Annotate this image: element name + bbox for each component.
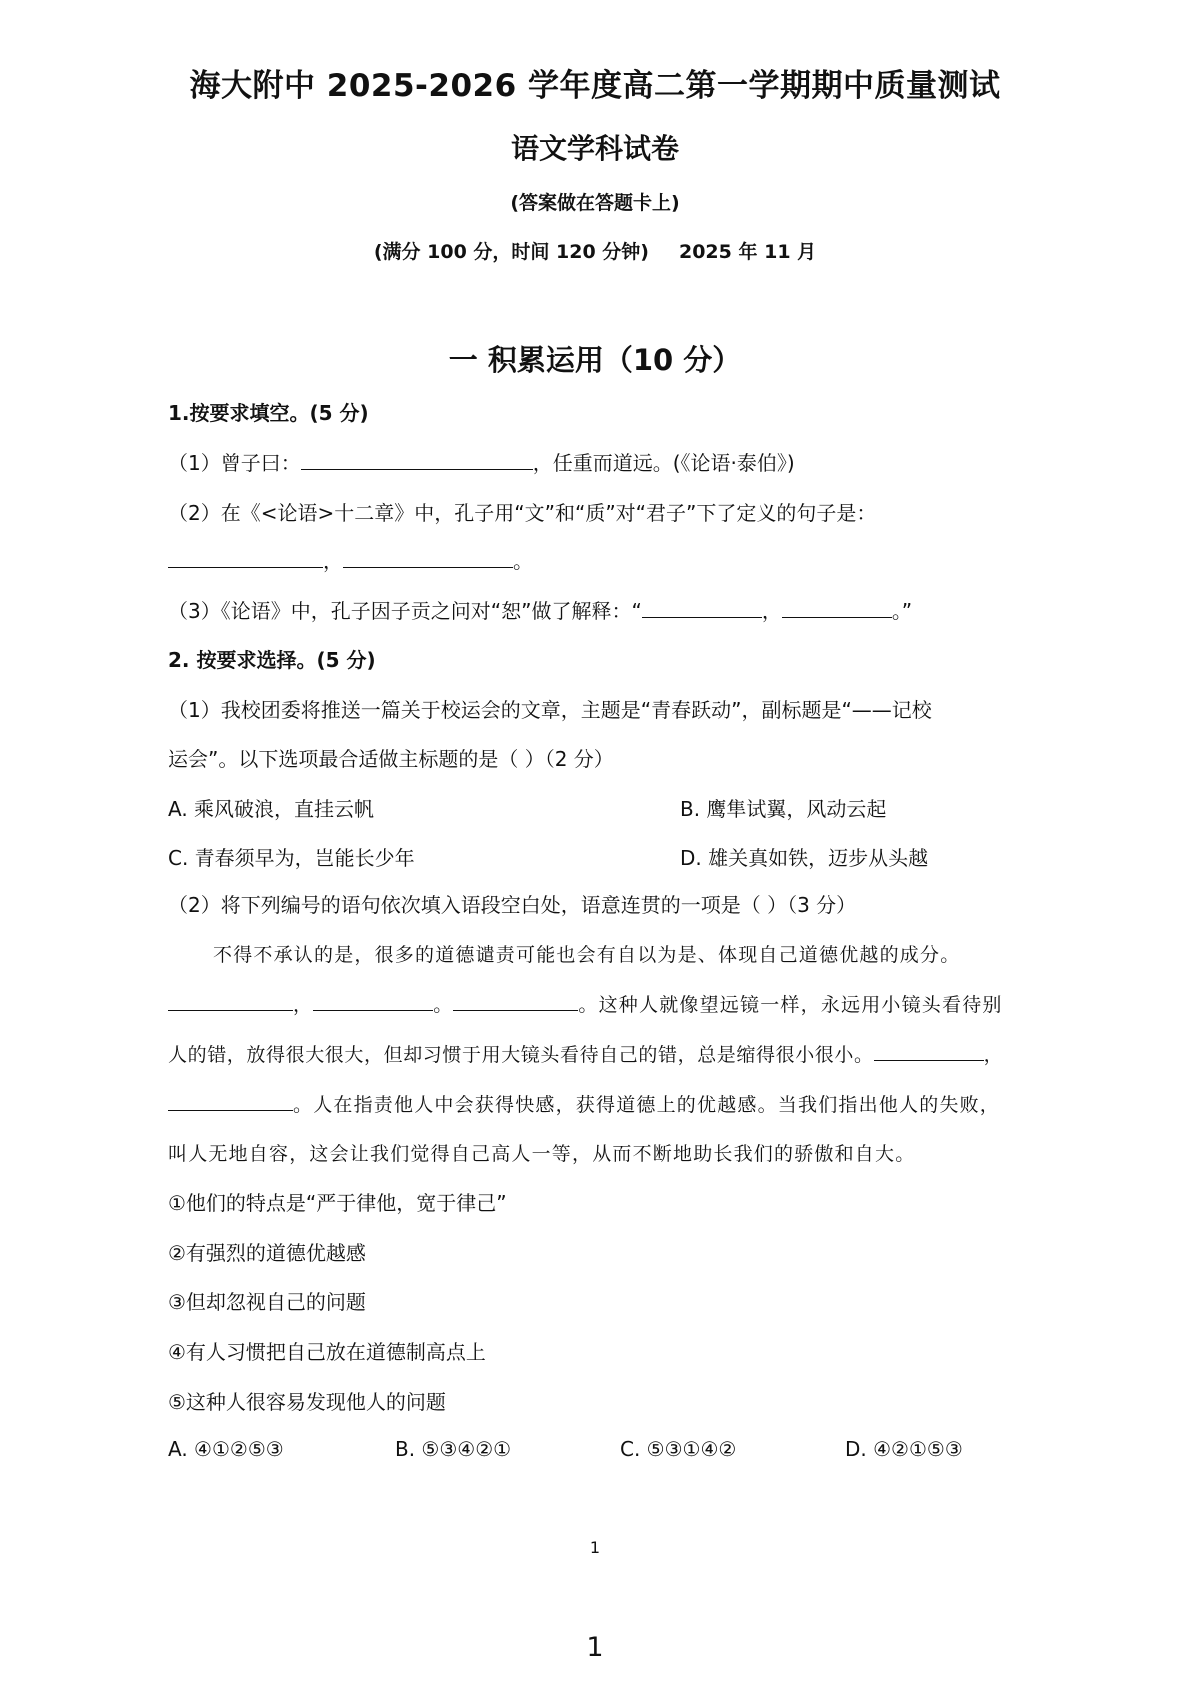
answer-blank[interactable] — [874, 1040, 984, 1061]
statement-1: ①他们的特点是“严于律他，宽于律己” — [168, 1191, 507, 1215]
q2-sub1-line1: （1）我校团委将推送一篇关于校运会的文章，主题是“青春跃动”，副标题是“——记校 — [168, 698, 932, 722]
option-b: B. 鹰隼试翼，风动云起 — [680, 797, 887, 821]
answer-blank[interactable] — [453, 990, 578, 1011]
option-c: C. 青春须早为，岂能长少年 — [168, 846, 415, 870]
page-number-printed: 1 — [589, 1538, 601, 1557]
period: 。 — [513, 549, 533, 573]
q1-part3-prefix: （3）《论语》中，孔子因子贡之问对“恕”做了解释：“ — [168, 599, 642, 623]
passage-line4 — [168, 1090, 1000, 1119]
exam-title: 海大附中 2025-2026 学年度高二第一学期期中质量测试 — [189, 68, 1001, 104]
option-d: D. 雄关真如铁，迈步从头越 — [680, 846, 929, 870]
q1-heading: 1.按要求填空。(5 分) — [168, 401, 369, 425]
score-time-line — [0, 237, 1190, 264]
answer-blank[interactable] — [168, 1090, 293, 1111]
q1-part2-blanks — [168, 547, 533, 575]
answer-blank[interactable] — [343, 547, 513, 568]
answer-blank[interactable] — [782, 597, 892, 618]
passage-line5: 叫人无地自容，这会让我们觉得自己高人一等，从而不断地助长我们的骄傲和自大。 — [168, 1143, 916, 1165]
q1-part2-text: （2）在《<论语>十二章》中，孔子用“文”和“质”对“君子”下了定义的句子是： — [168, 501, 877, 525]
q2-heading: 2. 按要求选择。(5 分) — [168, 648, 376, 672]
comma: ， — [293, 994, 314, 1016]
passage-line2-text: 。这种人就像望远镜一样，永远用小镜头看待别 — [578, 994, 1003, 1016]
passage-line1: 不得不承认的是，很多的道德谴责可能也会有自以为是、体现自己道德优越的成分。 — [213, 944, 961, 966]
q2-sub1-line2: 运会”。以下选项最合适做主标题的是（ ）（2 分） — [168, 747, 614, 771]
comma: ， — [761, 599, 782, 623]
statement-4: ④有人习惯把自己放在道德制高点上 — [168, 1340, 486, 1364]
exam-date: 2025 年 11 月 — [678, 241, 817, 263]
q1-part1-suffix: ，任重而道远。(《论语·泰伯》) — [532, 451, 795, 475]
answer-blank[interactable] — [642, 597, 762, 618]
passage-line3 — [168, 1040, 1003, 1069]
answer-blank[interactable] — [168, 990, 293, 1011]
answer-blank[interactable] — [313, 990, 433, 1011]
section-heading: 一 积累运用（10 分） — [448, 343, 742, 377]
comma: ， — [323, 549, 343, 573]
passage-line4-text: 。人在指责他人中会获得快感，获得道德上的优越感。当我们指出他人的失败， — [293, 1094, 1001, 1116]
page-number-label: 1 — [586, 1632, 604, 1663]
statement-2: ②有强烈的道德优越感 — [168, 1241, 366, 1265]
statement-5: ⑤这种人很容易发现他人的问题 — [168, 1390, 446, 1414]
choice-b: B. ⑤③④②① — [395, 1437, 512, 1461]
option-a: A. 乘风破浪，直挂云帆 — [168, 797, 375, 821]
period: 。 — [433, 994, 454, 1016]
q2-sub2-line1: （2）将下列编号的语句依次填入语段空白处，语意连贯的一项是（ ）（3 分） — [168, 893, 857, 917]
q1-part3 — [168, 597, 912, 625]
q1-part1-prefix: （1）曾子曰： — [168, 451, 301, 475]
passage-line2 — [168, 990, 1003, 1019]
choice-a: A. ④①②⑤③ — [168, 1437, 284, 1461]
answer-note: (答案做在答题卡上) — [510, 192, 680, 214]
quote-end: 。” — [891, 599, 913, 623]
choice-d: D. ④②①⑤③ — [845, 1437, 963, 1461]
exam-subtitle: 语文学科试卷 — [510, 132, 679, 165]
comma: ， — [983, 1044, 1004, 1066]
answer-blank[interactable] — [301, 449, 533, 470]
passage-line3-text: 人的错，放得很大很大，但却习惯于用大镜头看待自己的错，总是缩得很小很小。 — [168, 1044, 874, 1066]
choice-c: C. ⑤③①④② — [620, 1437, 737, 1461]
score-time: (满分 100 分，时间 120 分钟) — [373, 241, 649, 263]
answer-blank[interactable] — [168, 547, 323, 568]
statement-3: ③但却忽视自己的问题 — [168, 1290, 366, 1314]
q1-part1 — [168, 449, 795, 477]
